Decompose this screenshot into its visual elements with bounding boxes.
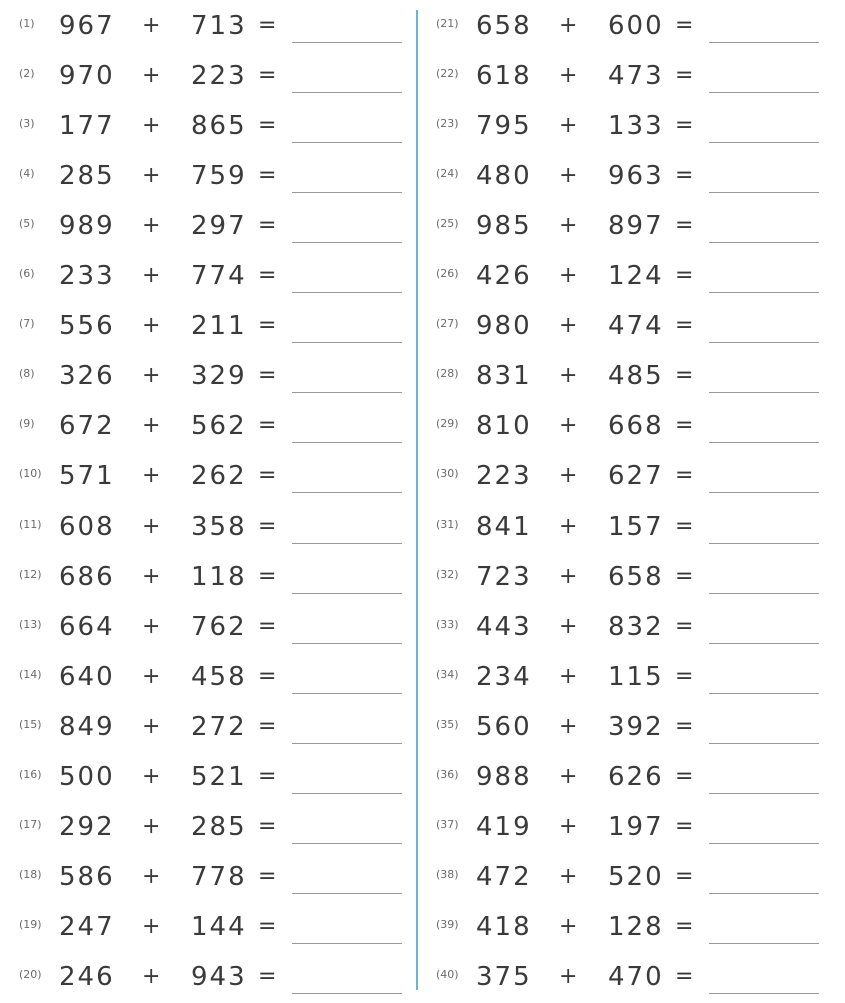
answer-blank[interactable] <box>292 543 402 544</box>
problem-row <box>0 803 405 853</box>
equals-sign: = <box>258 63 277 89</box>
problem-number: (31) <box>436 517 459 531</box>
first-operand: 664 <box>59 611 115 642</box>
problem-number: (24) <box>436 167 459 181</box>
first-operand: 223 <box>476 461 532 492</box>
plus-sign: + <box>559 763 578 789</box>
second-operand: 223 <box>191 61 247 92</box>
problem-number: (10) <box>19 467 42 481</box>
problem-row <box>417 603 822 653</box>
first-operand: 247 <box>59 911 115 942</box>
problem-row <box>0 553 405 603</box>
answer-blank[interactable] <box>292 442 402 443</box>
problem-row <box>0 653 405 703</box>
problem-row <box>417 402 822 452</box>
problem-number: (34) <box>436 667 459 681</box>
first-operand: 723 <box>476 561 532 592</box>
answer-blank[interactable] <box>292 843 402 844</box>
problem-number: (29) <box>436 417 459 431</box>
equals-sign: = <box>675 213 694 239</box>
first-operand: 831 <box>476 361 532 392</box>
plus-sign: + <box>559 463 578 489</box>
answer-blank[interactable] <box>292 292 402 293</box>
answer-blank[interactable] <box>709 242 819 243</box>
plus-sign: + <box>142 963 161 989</box>
problem-number: (21) <box>436 17 459 30</box>
second-operand: 297 <box>191 211 247 242</box>
answer-blank[interactable] <box>292 993 402 994</box>
answer-blank[interactable] <box>292 392 402 393</box>
second-operand: 897 <box>608 211 664 242</box>
problem-row <box>417 953 822 1003</box>
answer-blank[interactable] <box>292 342 402 343</box>
problem-number: (8) <box>19 367 35 381</box>
problem-row <box>0 402 405 452</box>
equals-sign: = <box>675 963 694 989</box>
plus-sign: + <box>142 363 161 389</box>
plus-sign: + <box>559 413 578 439</box>
answer-blank[interactable] <box>292 242 402 243</box>
problem-number: (2) <box>19 67 35 81</box>
second-operand: 133 <box>608 111 664 142</box>
first-operand: 586 <box>59 861 115 892</box>
plus-sign: + <box>142 813 161 839</box>
answer-blank[interactable] <box>709 442 819 443</box>
answer-blank[interactable] <box>292 643 402 644</box>
problem-row <box>0 703 405 753</box>
plus-sign: + <box>559 13 578 38</box>
problem-number: (26) <box>436 267 459 281</box>
plus-sign: + <box>559 863 578 889</box>
equals-sign: = <box>258 463 277 489</box>
equals-sign: = <box>675 763 694 789</box>
problem-row <box>0 102 405 152</box>
plus-sign: + <box>559 563 578 589</box>
first-operand: 618 <box>476 61 532 92</box>
first-operand: 849 <box>59 711 115 742</box>
problem-number: (18) <box>19 867 42 881</box>
problem-number: (30) <box>436 467 459 481</box>
problem-row <box>417 803 822 853</box>
equals-sign: = <box>258 413 277 439</box>
equals-sign: = <box>675 13 694 38</box>
answer-blank[interactable] <box>709 92 819 93</box>
first-operand: 795 <box>476 111 532 142</box>
second-operand: 470 <box>608 961 664 992</box>
answer-blank[interactable] <box>709 42 819 43</box>
second-operand: 115 <box>608 661 664 692</box>
first-operand: 500 <box>59 761 115 792</box>
answer-blank[interactable] <box>292 943 402 944</box>
plus-sign: + <box>559 63 578 89</box>
equals-sign: = <box>675 363 694 389</box>
plus-sign: + <box>559 263 578 289</box>
problem-row <box>417 102 822 152</box>
first-operand: 472 <box>476 861 532 892</box>
first-operand: 988 <box>476 761 532 792</box>
problem-row <box>417 452 822 502</box>
equals-sign: = <box>675 263 694 289</box>
second-operand: 774 <box>191 261 247 292</box>
problem-row <box>417 753 822 803</box>
plus-sign: + <box>142 913 161 939</box>
answer-blank[interactable] <box>292 492 402 493</box>
plus-sign: + <box>142 563 161 589</box>
second-operand: 157 <box>608 511 664 542</box>
first-operand: 810 <box>476 411 532 442</box>
answer-blank[interactable] <box>292 92 402 93</box>
equals-sign: = <box>675 813 694 839</box>
equals-sign: = <box>675 63 694 89</box>
problem-number: (38) <box>436 867 459 881</box>
plus-sign: + <box>142 413 161 439</box>
second-operand: 272 <box>191 711 247 742</box>
problem-number: (36) <box>436 767 459 781</box>
answer-blank[interactable] <box>292 793 402 794</box>
second-operand: 124 <box>608 261 664 292</box>
plus-sign: + <box>142 663 161 689</box>
first-operand: 233 <box>59 261 115 292</box>
answer-blank[interactable] <box>709 543 819 544</box>
answer-blank[interactable] <box>292 192 402 193</box>
second-operand: 762 <box>191 611 247 642</box>
equals-sign: = <box>675 513 694 539</box>
second-operand: 358 <box>191 511 247 542</box>
problem-number: (11) <box>19 517 42 531</box>
problem-row <box>417 352 822 402</box>
plus-sign: + <box>559 113 578 139</box>
equals-sign: = <box>258 613 277 639</box>
problem-row <box>0 452 405 502</box>
problem-number: (5) <box>19 217 35 231</box>
second-operand: 329 <box>191 361 247 392</box>
second-operand: 627 <box>608 461 664 492</box>
equals-sign: = <box>258 813 277 839</box>
first-operand: 985 <box>476 211 532 242</box>
problem-row <box>0 152 405 202</box>
second-operand: 521 <box>191 761 247 792</box>
first-operand: 375 <box>476 961 532 992</box>
plus-sign: + <box>559 663 578 689</box>
equals-sign: = <box>258 863 277 889</box>
problem-row <box>417 302 822 352</box>
second-operand: 118 <box>191 561 247 592</box>
problem-number: (7) <box>19 317 35 331</box>
equals-sign: = <box>258 713 277 739</box>
first-operand: 426 <box>476 261 532 292</box>
plus-sign: + <box>559 513 578 539</box>
answer-blank[interactable] <box>292 42 402 43</box>
answer-blank[interactable] <box>709 993 819 994</box>
second-operand: 626 <box>608 761 664 792</box>
first-operand: 571 <box>59 461 115 492</box>
second-operand: 392 <box>608 711 664 742</box>
plus-sign: + <box>142 713 161 739</box>
equals-sign: = <box>675 163 694 189</box>
problem-row <box>0 352 405 402</box>
second-operand: 473 <box>608 61 664 92</box>
problem-row <box>417 503 822 553</box>
equals-sign: = <box>258 163 277 189</box>
plus-sign: + <box>142 513 161 539</box>
first-operand: 177 <box>59 111 115 142</box>
plus-sign: + <box>559 213 578 239</box>
problem-number: (37) <box>436 817 459 831</box>
second-operand: 458 <box>191 661 247 692</box>
second-operand: 832 <box>608 611 664 642</box>
problem-number: (22) <box>436 67 459 81</box>
plus-sign: + <box>142 163 161 189</box>
plus-sign: + <box>142 263 161 289</box>
problem-row <box>0 503 405 553</box>
equals-sign: = <box>675 863 694 889</box>
equals-sign: = <box>675 313 694 339</box>
problem-number: (27) <box>436 317 459 331</box>
answer-blank[interactable] <box>292 743 402 744</box>
answer-blank[interactable] <box>709 843 819 844</box>
first-operand: 234 <box>476 661 532 692</box>
equals-sign: = <box>258 563 277 589</box>
plus-sign: + <box>559 913 578 939</box>
problem-number: (13) <box>19 617 42 631</box>
first-operand: 686 <box>59 561 115 592</box>
problem-row <box>417 553 822 603</box>
equals-sign: = <box>675 463 694 489</box>
first-operand: 418 <box>476 911 532 942</box>
equals-sign: = <box>258 313 277 339</box>
second-operand: 668 <box>608 411 664 442</box>
first-operand: 326 <box>59 361 115 392</box>
problem-number: (16) <box>19 767 42 781</box>
second-operand: 600 <box>608 11 664 41</box>
first-operand: 443 <box>476 611 532 642</box>
second-operand: 778 <box>191 861 247 892</box>
problem-row <box>417 653 822 703</box>
plus-sign: + <box>559 813 578 839</box>
plus-sign: + <box>142 613 161 639</box>
answer-blank[interactable] <box>709 743 819 744</box>
problem-row <box>0 903 405 953</box>
problem-row <box>0 953 405 1003</box>
first-operand: 480 <box>476 161 532 192</box>
second-operand: 144 <box>191 911 247 942</box>
problem-row <box>0 252 405 302</box>
equals-sign: = <box>258 13 277 38</box>
first-operand: 292 <box>59 811 115 842</box>
equals-sign: = <box>675 913 694 939</box>
equals-sign: = <box>258 213 277 239</box>
equals-sign: = <box>258 113 277 139</box>
plus-sign: + <box>559 713 578 739</box>
answer-blank[interactable] <box>709 142 819 143</box>
problem-number: (6) <box>19 267 35 281</box>
plus-sign: + <box>559 963 578 989</box>
problem-number: (28) <box>436 367 459 381</box>
first-operand: 246 <box>59 961 115 992</box>
problem-number: (35) <box>436 717 459 731</box>
second-operand: 520 <box>608 861 664 892</box>
problem-row <box>0 52 405 102</box>
answer-blank[interactable] <box>709 392 819 393</box>
plus-sign: + <box>559 163 578 189</box>
answer-blank[interactable] <box>709 593 819 594</box>
answer-blank[interactable] <box>292 142 402 143</box>
plus-sign: + <box>142 63 161 89</box>
first-operand: 672 <box>59 411 115 442</box>
problem-row <box>417 252 822 302</box>
equals-sign: = <box>675 413 694 439</box>
second-operand: 658 <box>608 561 664 592</box>
answer-blank[interactable] <box>709 943 819 944</box>
equals-sign: = <box>258 663 277 689</box>
answer-blank[interactable] <box>292 893 402 894</box>
second-operand: 128 <box>608 911 664 942</box>
problem-number: (1) <box>19 17 35 30</box>
problem-number: (4) <box>19 167 35 181</box>
problem-number: (20) <box>19 967 42 981</box>
answer-blank[interactable] <box>709 893 819 894</box>
first-operand: 658 <box>476 11 532 41</box>
problem-number: (32) <box>436 567 459 581</box>
problem-number: (17) <box>19 817 42 831</box>
equals-sign: = <box>675 563 694 589</box>
answer-blank[interactable] <box>709 192 819 193</box>
first-operand: 841 <box>476 511 532 542</box>
answer-blank[interactable] <box>709 693 819 694</box>
equals-sign: = <box>258 763 277 789</box>
first-operand: 419 <box>476 811 532 842</box>
problem-row <box>417 152 822 202</box>
answer-blank[interactable] <box>292 593 402 594</box>
second-operand: 963 <box>608 161 664 192</box>
equals-sign: = <box>258 913 277 939</box>
plus-sign: + <box>559 363 578 389</box>
plus-sign: + <box>142 863 161 889</box>
equals-sign: = <box>258 363 277 389</box>
problem-row <box>0 603 405 653</box>
second-operand: 474 <box>608 311 664 342</box>
plus-sign: + <box>142 763 161 789</box>
second-operand: 943 <box>191 961 247 992</box>
problem-number: (12) <box>19 567 42 581</box>
second-operand: 713 <box>191 11 247 41</box>
problem-number: (15) <box>19 717 42 731</box>
problem-row <box>0 2 405 52</box>
second-operand: 197 <box>608 811 664 842</box>
equals-sign: = <box>675 613 694 639</box>
plus-sign: + <box>142 113 161 139</box>
plus-sign: + <box>142 463 161 489</box>
plus-sign: + <box>559 313 578 339</box>
second-operand: 285 <box>191 811 247 842</box>
second-operand: 211 <box>191 311 247 342</box>
problem-number: (25) <box>436 217 459 231</box>
answer-blank[interactable] <box>709 292 819 293</box>
answer-blank[interactable] <box>292 693 402 694</box>
plus-sign: + <box>142 13 161 38</box>
first-operand: 640 <box>59 661 115 692</box>
first-operand: 285 <box>59 161 115 192</box>
problem-row <box>417 903 822 953</box>
problem-row <box>417 853 822 903</box>
problem-number: (9) <box>19 417 35 431</box>
problem-row <box>417 202 822 252</box>
equals-sign: = <box>258 513 277 539</box>
equals-sign: = <box>675 113 694 139</box>
second-operand: 562 <box>191 411 247 442</box>
first-operand: 967 <box>59 11 115 41</box>
first-operand: 980 <box>476 311 532 342</box>
answer-blank[interactable] <box>709 342 819 343</box>
first-operand: 608 <box>59 511 115 542</box>
answer-blank[interactable] <box>709 643 819 644</box>
answer-blank[interactable] <box>709 492 819 493</box>
problem-number: (14) <box>19 667 42 681</box>
second-operand: 485 <box>608 361 664 392</box>
equals-sign: = <box>675 663 694 689</box>
problem-row <box>0 202 405 252</box>
problem-row <box>417 52 822 102</box>
problem-number: (23) <box>436 117 459 131</box>
problem-row <box>417 2 822 52</box>
first-operand: 989 <box>59 211 115 242</box>
equals-sign: = <box>258 263 277 289</box>
plus-sign: + <box>142 313 161 339</box>
problem-row <box>0 853 405 903</box>
equals-sign: = <box>675 713 694 739</box>
equals-sign: = <box>258 963 277 989</box>
problem-row <box>0 753 405 803</box>
second-operand: 759 <box>191 161 247 192</box>
problem-number: (39) <box>436 917 459 931</box>
problem-row <box>0 302 405 352</box>
plus-sign: + <box>559 613 578 639</box>
plus-sign: + <box>142 213 161 239</box>
second-operand: 262 <box>191 461 247 492</box>
answer-blank[interactable] <box>709 793 819 794</box>
problem-number: (3) <box>19 117 35 131</box>
first-operand: 970 <box>59 61 115 92</box>
problem-number: (19) <box>19 917 42 931</box>
second-operand: 865 <box>191 111 247 142</box>
problem-number: (33) <box>436 617 459 631</box>
problem-number: (40) <box>436 967 459 981</box>
first-operand: 560 <box>476 711 532 742</box>
first-operand: 556 <box>59 311 115 342</box>
problem-row <box>417 703 822 753</box>
